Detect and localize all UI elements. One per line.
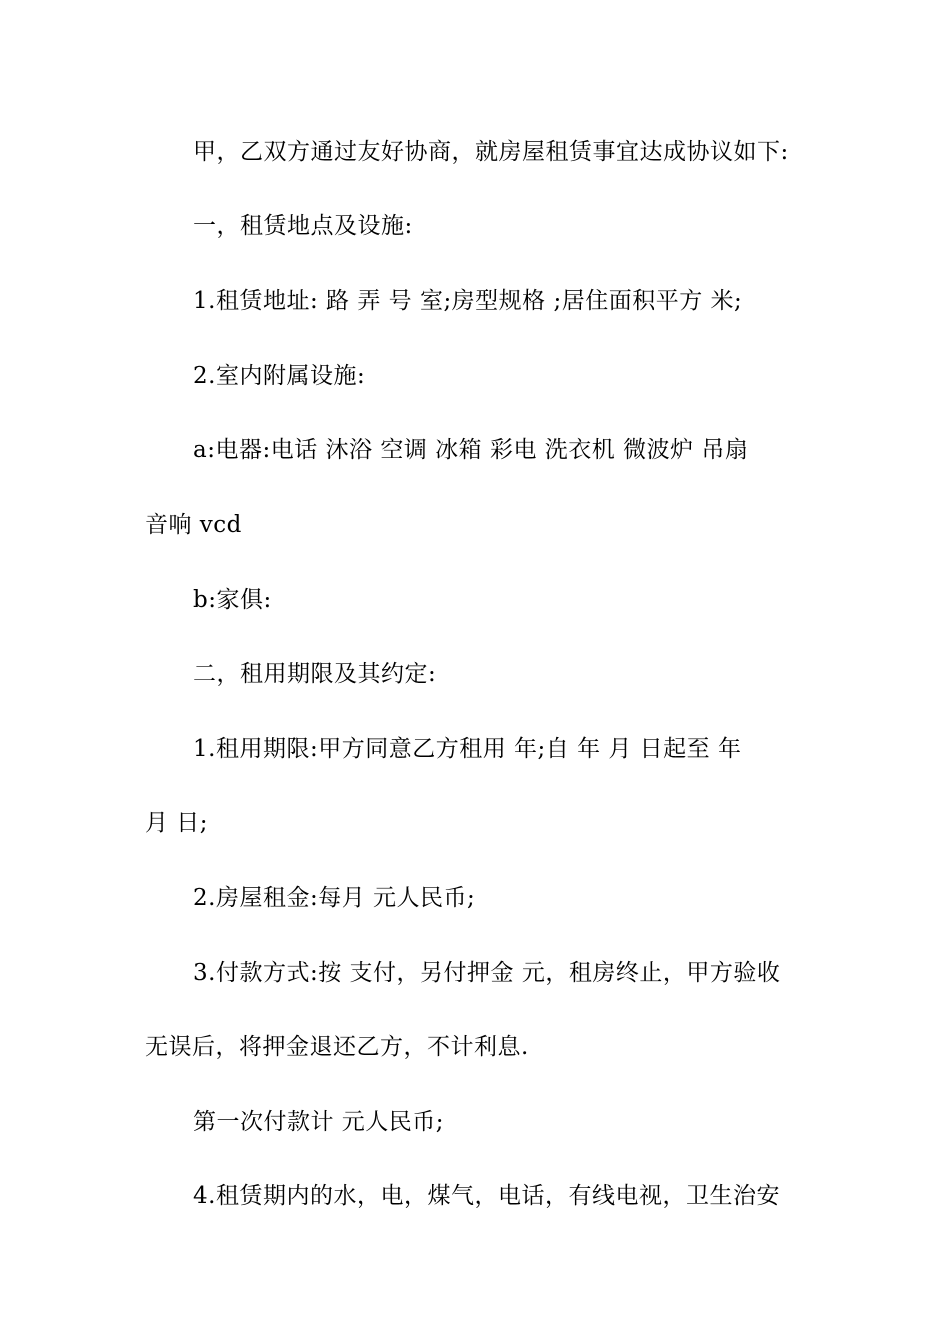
clause-1-2-a: a:电器:电话 沐浴 空调 冰箱 彩电 洗衣机 微波炉 吊扇 [193,437,749,463]
first-payment-line: 第一次付款计 元人民币; [193,1109,445,1135]
clause-1-2-a-cont: 音响 vcd [145,512,242,538]
clause-1-2-b: b:家俱: [193,587,272,613]
clause-1-2: 2.室内附属设施: [193,363,366,389]
clause-2-1: 1.租用期限:甲方同意乙方租用 年;自 年 月 日起至 年 [193,736,742,762]
clause-2-1-cont: 月 日; [145,810,209,836]
clause-1-1: 1.租赁地址: 路 弄 号 室;房型规格 ;居住面积平方 米; [193,288,743,314]
section-heading-1: 一，租赁地点及设施: [193,213,413,239]
clause-2-3: 3.付款方式:按 支付，另付押金 元，租房终止，甲方验收 [193,960,781,986]
clause-2-2: 2.房屋租金:每月 元人民币; [193,885,476,911]
section-heading-2: 二，租用期限及其约定: [193,661,437,687]
clause-2-3-cont: 无误后，将押金退还乙方，不计利息. [145,1034,529,1060]
clause-2-4: 4.租赁期内的水，电，煤气，电话，有线电视，卫生治安 [193,1183,780,1209]
paragraph-intro: 甲，乙双方通过友好协商，就房屋租赁事宜达成协议如下: [193,139,789,165]
